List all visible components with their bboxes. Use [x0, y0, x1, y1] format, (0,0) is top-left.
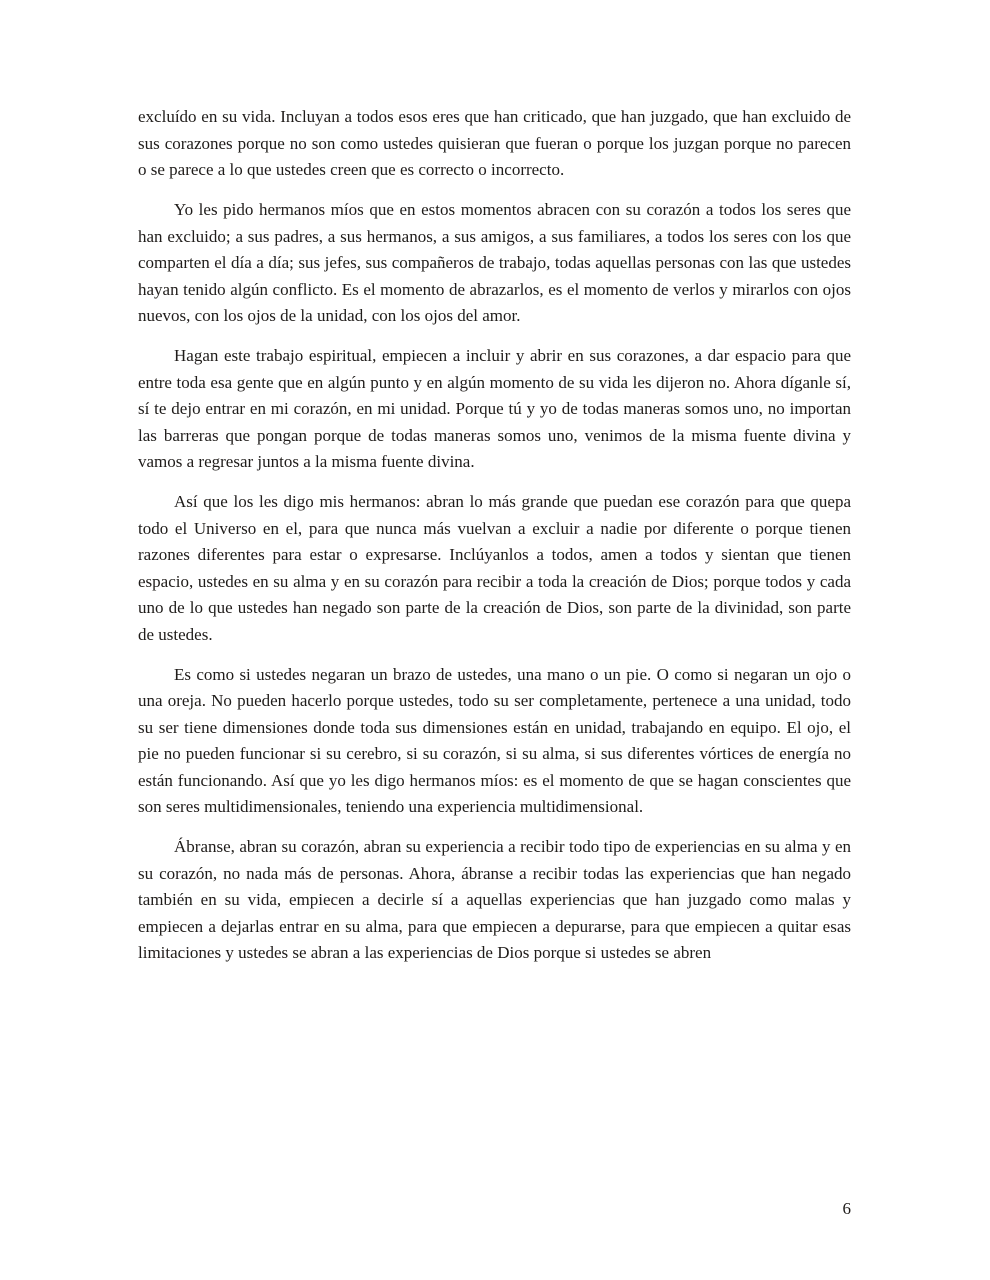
paragraph: Ábranse, abran su corazón, abran su experiencia a recibir todo tipo de experiencias en su alma y en su corazón, no nada más de personas. Ahora, ábranse a recibir todas las experiencias que han negado también en su vida, empiecen a decirle sí a aquellas experiencias que han juzgado como malas y empiecen a dejarlas entrar en su alma, para que empiecen a depurarse, para que empiecen a quitar esas limitaciones y ustedes se abran a las experiencias de Dios porque si ustedes se abren: [138, 837, 851, 962]
paragraph: Así que los les digo mis hermanos: abran lo más grande que puedan ese corazón para que quepa todo el Universo en el, para que nunca más vuelvan a excluir a nadie por diferente o porque tienen razones diferentes para estar o expresarse. Inclúyanlos a todos, amen a todos y sientan que tienen espacio, ustedes en su alma y en su corazón para recibir a toda la creación de Dios; porque todos y cada uno de lo que ustedes han negado son parte de la creación de Dios, son parte de la divinidad, son parte de ustedes.: [138, 492, 851, 644]
paragraph: Hagan este trabajo espiritual, empiecen a incluir y abrir en sus corazones, a dar espacio para que entre toda esa gente que en algún punto y en algún momento de su vida les dijeron no. Ahora díganle sí, sí te dejo entrar en mi corazón, en mi unidad. Porque tú y yo de todas maneras somos uno, no importan las barreras que pongan porque de todas maneras somos uno, venimos de la misma fuente divina y vamos a regresar juntos a la misma fuente divina.: [138, 346, 851, 471]
paragraph: Es como si ustedes negaran un brazo de ustedes, una mano o un pie. O como si negaran un ojo o una oreja. No pueden hacerlo porque ustedes, todo su ser completamente, pertenece a una unidad, todo su ser tiene dimensiones donde toda sus dimensiones están en unidad, trabajando en equipo. El ojo, el pie no pueden funcionar si su cerebro, si su corazón, si su alma, si sus diferentes vórtices de energía no están funcionando. Así que yo les digo hermanos míos: es el momento de que se hagan conscientes que son seres multidimensionales, teniendo una experiencia multidimensional.: [138, 664, 851, 816]
document-body: [138, 104, 851, 980]
page-number: 6: [842, 1199, 851, 1218]
paragraph: excluído en su vida. Incluyan a todos esos eres que han criticado, que han juzgado, que han excluido de sus corazones porque no son como ustedes quisieran que fueran o porque los juzgan porque no parecen o se parece a lo que ustedes creen que es correcto o incorrecto.: [138, 107, 851, 179]
paragraph: Yo les pido hermanos míos que en estos momentos abracen con su corazón a todos los seres que han excluido; a sus padres, a sus hermanos, a sus amigos, a sus familiares, a todos los seres con los que comparten el día a día; sus jefes, sus compañeros de trabajo, todas aquellas personas con las que ustedes hayan tenido algún conflicto. Es el momento de abrazarlos, es el momento de verlos y mirarlos con ojos nuevos, con los ojos de la unidad, con los ojos del amor.: [138, 200, 851, 325]
